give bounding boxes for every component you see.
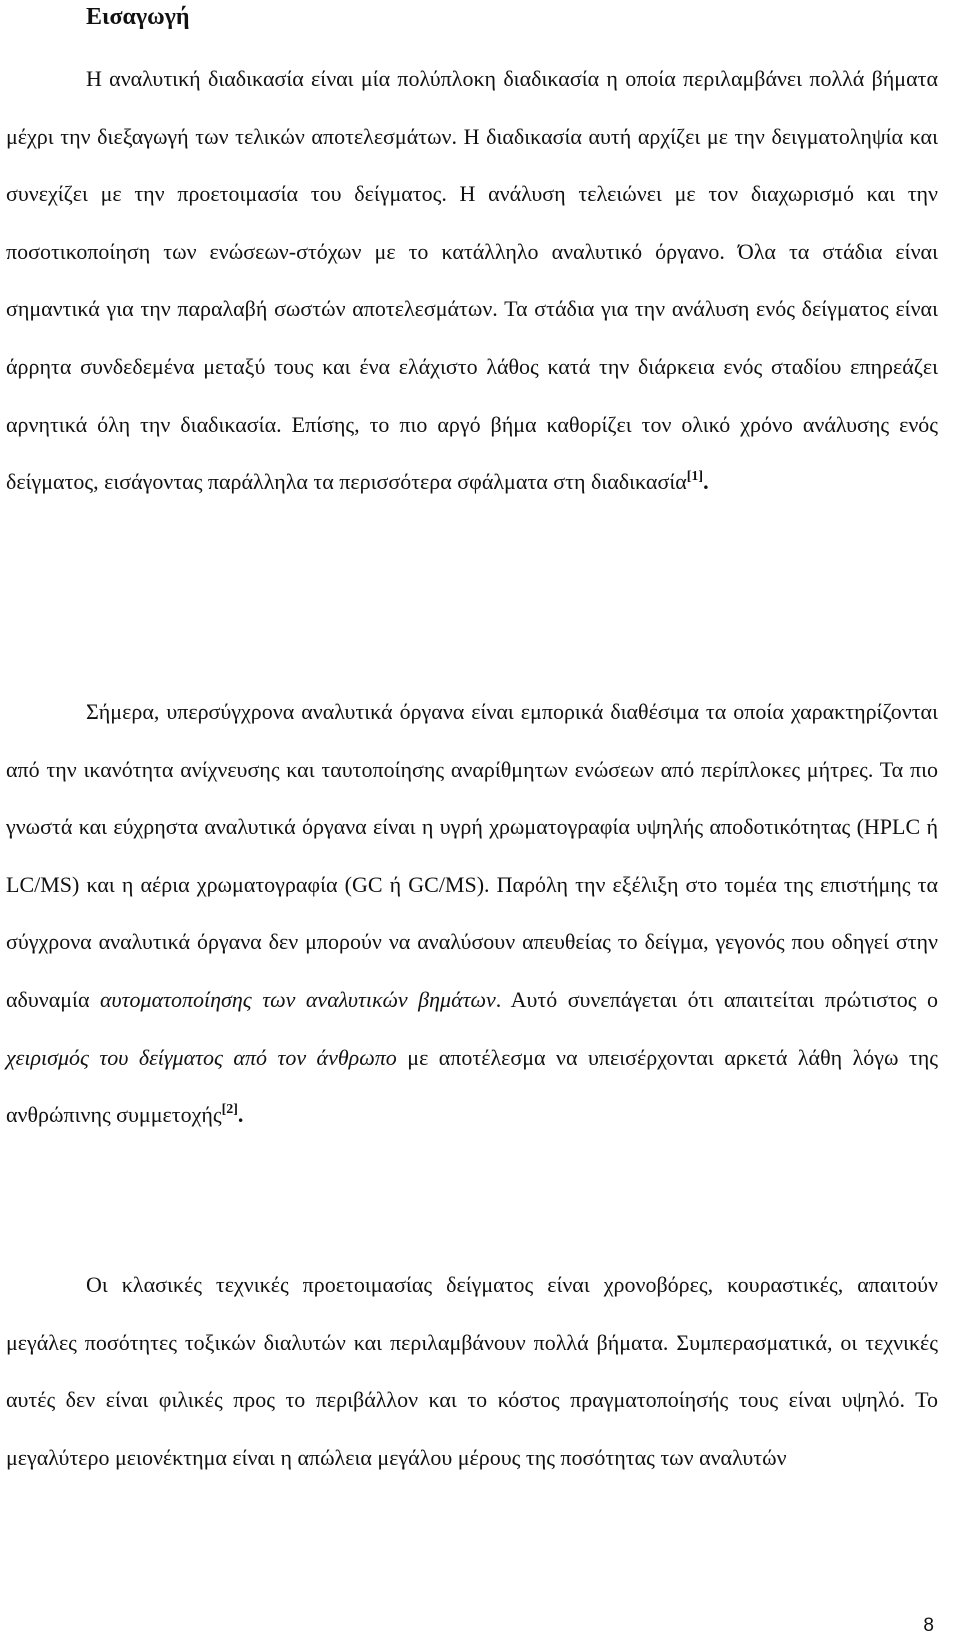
emphasis-text: χειρισμός του δείγματος από τον άνθρωπο [6, 1044, 397, 1070]
citation-ref: [2] [221, 1102, 238, 1118]
paragraph-classic-techniques [6, 1256, 938, 1486]
paragraph-text: . Αυτό συνεπάγεται ότι απαιτείται πρώτιστος ο [495, 986, 938, 1012]
paragraph-text: με αποτέλεσμα να υπεισέρχονται αρκετά λάθη λόγω της ανθρώπινης συμμετοχής [6, 1044, 938, 1128]
emphasis-text: αυτοματοποίησης των αναλυτικών βημάτων [100, 986, 496, 1012]
paragraph-text: Οι κλασικές τεχνικές προετοιμασίας δείγματος είναι χρονοβόρες, κουραστικές, απαιτούν μεγάλες ποσότητες τοξικών διαλυτών και περιλαμβάνουν πολλά βήματα. Συμπερασματικά, οι τεχνικές αυτές δεν είναι φιλικές προς το περιβάλλον και το κόστος πραγματοποίησής τους είναι υψηλό. Το μεγαλύτερο μειονέκτημα είναι η απώλεια μεγάλου μέρους της ποσότητας των αναλυτών [6, 1272, 938, 1470]
sentence-end: . [237, 1102, 244, 1128]
paragraph-text: Η αναλυτική διαδικασία είναι μία πολύπλοκη διαδικασία η οποία περιλαμβάνει πολλά βήματα μέχρι την διεξαγωγή των τελικών αποτελεσμάτων. Η διαδικασία αυτή αρχίζει με την δειγματοληψία και συνεχίζει με την προετοιμασία του δείγματος. Η ανάλυση τελειώνει με τον διαχωρισμό και την ποσοτικοποίηση των ενώσεων-στόχων με το κατάλληλο αναλυτικό όργανο. Όλα τα στάδια είναι σημαντικά για την παραλαβή σωστών αποτελεσμάτων. Τα στάδια για την ανάλυση ενός δείγματος είναι άρρητα συνδεδεμένα μεταξύ τους και ένα ελάχιστο λάθος κατά την διάρκεια ενός σταδίου επηρεάζει αρνητικά όλη την διαδικασία. Επίσης, το πιο αργό βήμα καθορίζει τον ολικό χρόνο ανάλυσης ενός δείγματος, εισάγοντας παράλληλα τα περισσότερα σφάλματα στη διαδικασία [6, 66, 938, 495]
citation-ref: [1] [686, 469, 704, 485]
paragraph-instruments [6, 683, 938, 1144]
sentence-end: . [703, 469, 709, 495]
section-heading: Εισαγωγή [86, 4, 190, 30]
paragraph-intro [6, 50, 938, 511]
page-number: 8 [923, 1615, 934, 1636]
paragraph-text: Σήμερα, υπερσύγχρονα αναλυτικά όργανα είναι εμπορικά διαθέσιμα τα οποία χαρακτηρίζονται από την ικανότητα ανίχνευσης και ταυτοποίησης αναρίθμητων ενώσεων από περίπλοκες μήτρες. Τα πιο γνωστά και εύχρηστα αναλυτικά όργανα είναι η υγρή χρωματογραφία υψηλής αποδοτικότητας (HPLC ή LC/MS) και η αέρια χρωματογραφία (GC ή GC/MS). Παρόλη την εξέλιξη στο τομέα της επιστήμης τα σύγχρονα αναλυτικά όργανα δεν μπορούν να αναλύσουν απευθείας το δείγμα, γεγονός που οδηγεί στην αδυναμία [6, 699, 938, 1012]
